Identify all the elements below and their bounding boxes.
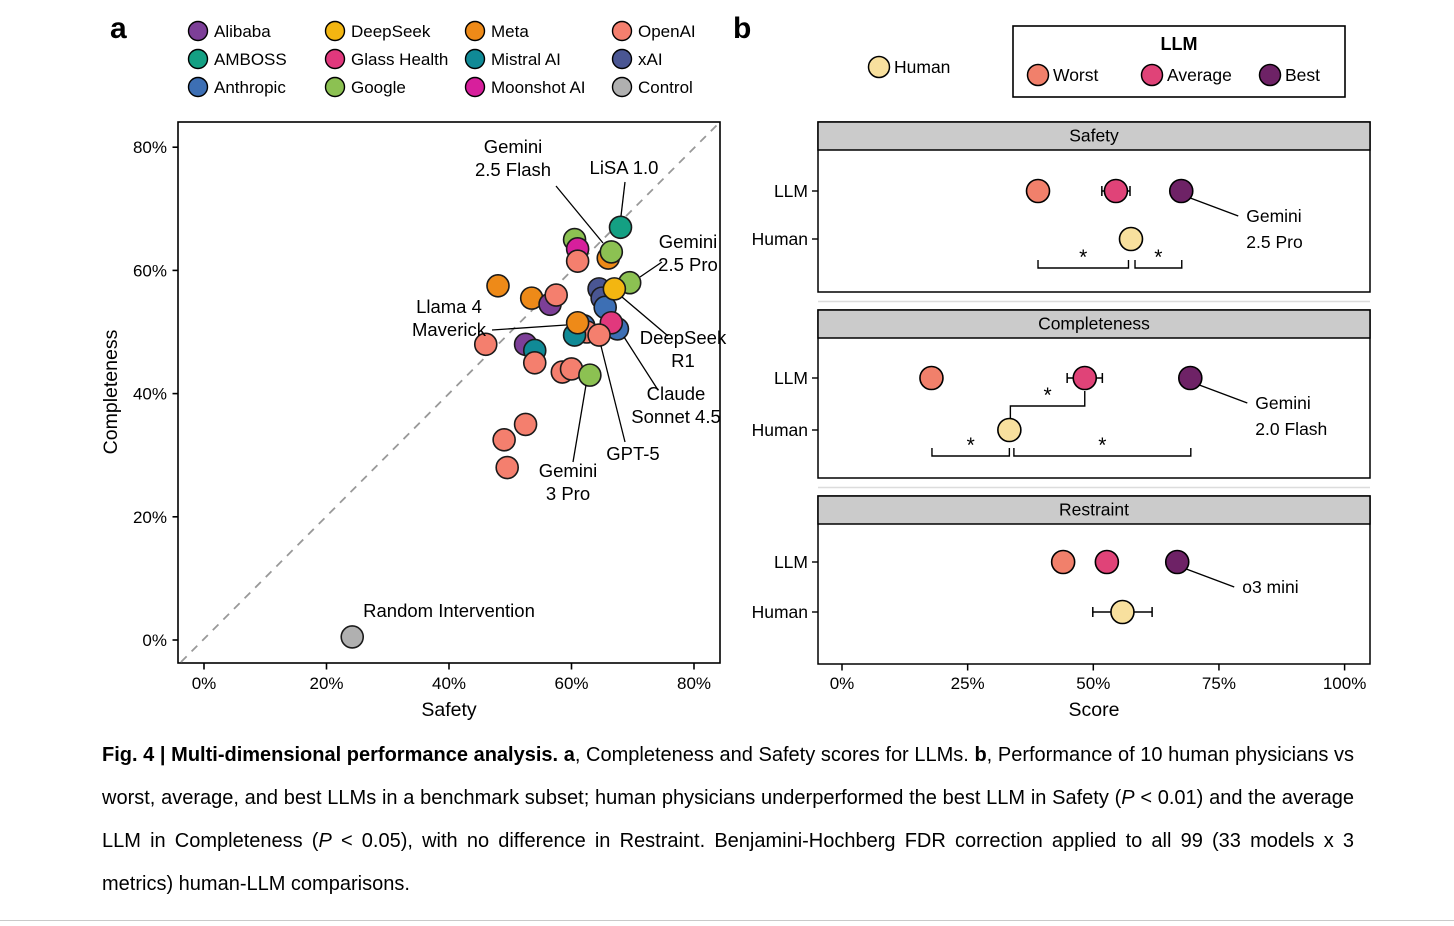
b-x-tick-label: 75%	[1201, 674, 1236, 693]
legend-a-swatch-Glass Health	[326, 50, 345, 69]
annotation-line	[621, 182, 625, 216]
b-x-axis-title: Score	[1068, 699, 1120, 721]
annotation-label: GPT-5	[606, 443, 660, 464]
b-x-tick-label: 50%	[1076, 674, 1111, 693]
dot-human	[1119, 228, 1142, 251]
best-callout-label: Gemini	[1246, 206, 1302, 226]
annotation-label: Gemini	[658, 231, 718, 252]
row-label-LLM: LLM	[773, 552, 808, 572]
panel-a-label: a	[110, 12, 127, 45]
dot-worst	[1027, 180, 1050, 203]
legend-a-label: Anthropic	[214, 78, 286, 97]
legend-a-label: Google	[351, 78, 406, 97]
legend-a-swatch-DeepSeek	[326, 22, 345, 41]
dot-average	[1095, 551, 1118, 574]
x-tick-label: 80%	[676, 674, 712, 693]
caption-segment: Fig. 4 | Multi-dimensional performance analysis.	[102, 744, 564, 766]
legend-b-swatch-Best	[1260, 65, 1281, 86]
legend-a-swatch-AMBOSS	[189, 50, 208, 69]
caption-segment: P	[1121, 787, 1135, 809]
y-tick-label: 20%	[132, 507, 167, 527]
y-tick-label: 60%	[132, 261, 167, 281]
legend-a-label: AMBOSS	[214, 50, 287, 69]
facet-title: Safety	[1069, 125, 1119, 146]
scatter-point-Google	[600, 241, 622, 263]
legend-b-item-label: Best	[1285, 65, 1321, 85]
annotation-label: R1	[671, 350, 695, 371]
b-x-tick-label: 100%	[1322, 674, 1367, 693]
dot-worst	[1052, 551, 1075, 574]
x-tick-label: 60%	[554, 674, 589, 693]
annotation-line	[601, 346, 625, 442]
dot-average	[1104, 180, 1127, 203]
annotation-label: 2.5 Pro	[658, 254, 718, 275]
legend-a-label: DeepSeek	[351, 22, 431, 41]
x-tick-label: 40%	[431, 674, 467, 693]
annotation-label: 3 Pro	[545, 483, 591, 504]
legend-a-label: Alibaba	[214, 22, 271, 41]
legend-a-label: Mistral AI	[491, 50, 561, 69]
legend-b-human-label: Human	[894, 57, 951, 77]
sig-star: *	[966, 434, 975, 457]
best-callout-label: o3 mini	[1242, 577, 1299, 597]
scatter-point-AMBOSS	[610, 216, 632, 238]
best-callout-label: 2.5 Pro	[1246, 232, 1303, 252]
legend-a-swatch-Alibaba	[189, 22, 208, 41]
legend-a-label: xAI	[638, 50, 663, 69]
annotation-label: Sonnet 4.5	[631, 406, 721, 427]
caption-segment: , Completeness and Safety scores for LLMs.	[574, 744, 975, 766]
panel-b-label: b	[733, 12, 752, 45]
dot-human	[1111, 601, 1134, 624]
dot-best	[1170, 180, 1193, 203]
legend-a-swatch-Google	[326, 78, 345, 97]
dot-worst	[920, 367, 943, 390]
annotation-label: Maverick	[411, 319, 487, 340]
legend-a-swatch-Moonshot AI	[466, 78, 485, 97]
best-callout-label: 2.0 Flash	[1255, 419, 1328, 439]
legend-a-swatch-Meta	[466, 22, 485, 41]
scatter-point-DeepSeek	[603, 278, 625, 300]
facet-title: Restraint	[1058, 499, 1130, 520]
caption-segment: < 0.01) and the average LLM in Completeness (	[102, 787, 1354, 852]
y-tick-label: 80%	[132, 138, 167, 158]
legend-a-label: OpenAI	[638, 22, 696, 41]
legend-b-item-label: Worst	[1053, 65, 1099, 85]
annotation-label: LiSA 1.0	[589, 157, 659, 178]
row-label-Human: Human	[751, 602, 808, 622]
x-axis-title: Safety	[421, 699, 477, 721]
y-tick-label: 40%	[132, 384, 167, 404]
legend-a-swatch-Anthropic	[189, 78, 208, 97]
scatter-point-Meta	[487, 275, 509, 297]
scatter-point-OpenAI	[545, 284, 567, 306]
x-tick-label: 0%	[191, 674, 217, 693]
annotation-label: Random Intervention	[363, 600, 535, 621]
caption-segment: , Performance of 10 human physicians vs worst, average, and best LLMs in a benchmark subset; human physicians underperformed the best LLM in Safety (	[102, 744, 1354, 809]
legend-a-label: Meta	[491, 22, 529, 41]
b-x-tick-label: 0%	[829, 674, 855, 693]
page-divider-line	[0, 920, 1454, 921]
figure-caption	[102, 734, 1354, 906]
row-label-Human: Human	[751, 420, 808, 440]
sig-star: *	[1079, 246, 1088, 269]
legend-b-item-label: Average	[1167, 65, 1232, 85]
facet-title: Completeness	[1038, 313, 1150, 334]
annotation-label: Gemini	[483, 136, 543, 157]
b-x-tick-label: 25%	[950, 674, 985, 693]
scatter-point-OpenAI	[493, 429, 515, 451]
legend-a-swatch-Mistral AI	[466, 50, 485, 69]
y-axis-title: Completeness	[100, 329, 122, 455]
sig-star: *	[1154, 246, 1163, 269]
best-callout-label: Gemini	[1255, 393, 1311, 413]
legend-a-swatch-Control	[613, 78, 632, 97]
legend-a-label: Moonshot AI	[491, 78, 586, 97]
dot-human	[998, 419, 1021, 442]
sig-star: *	[1098, 434, 1107, 457]
scatter-point-Meta	[567, 312, 589, 334]
scatter-point-OpenAI	[567, 250, 589, 272]
legend-b-swatch-Average	[1142, 65, 1163, 86]
annotation-line	[573, 385, 586, 462]
annotation-label: DeepSeek	[639, 327, 727, 348]
scatter-point-OpenAI	[588, 324, 610, 346]
legend-b-swatch-Worst	[1028, 65, 1049, 86]
row-label-LLM: LLM	[773, 181, 808, 201]
x-tick-label: 20%	[309, 674, 344, 693]
caption-segment: P	[318, 830, 332, 852]
legend-a-swatch-OpenAI	[613, 22, 632, 41]
llm-legend-title: LLM	[1160, 34, 1198, 54]
caption-segment: < 0.05), with no difference in Restraint. Benjamini-Hochberg FDR correction applied to all 99 (33 models x 3 metrics) human-LLM comparisons.	[102, 830, 1354, 895]
scatter-point-Control	[341, 626, 363, 648]
annotation-line	[492, 325, 566, 330]
annotation-label: Gemini	[538, 460, 598, 481]
legend-a-label: Glass Health	[351, 50, 449, 69]
annotation-label: Llama 4	[416, 296, 482, 317]
legend-a-label: Control	[638, 78, 693, 97]
legend-b-swatch-human	[869, 57, 890, 78]
annotation-label: Claude	[646, 383, 706, 404]
dot-best	[1166, 551, 1189, 574]
annotation-label: 2.5 Flash	[474, 159, 552, 180]
scatter-point-Google	[579, 364, 601, 386]
scatter-point-OpenAI	[496, 457, 518, 479]
sig-star: *	[1043, 384, 1052, 407]
identity-line	[181, 123, 719, 662]
scatter-point-OpenAI	[524, 352, 546, 374]
caption-segment: b	[974, 744, 987, 766]
legend-a-swatch-xAI	[613, 50, 632, 69]
scatter-point-OpenAI	[515, 413, 537, 435]
row-label-Human: Human	[751, 229, 808, 249]
dot-average	[1073, 367, 1096, 390]
dot-best	[1179, 367, 1202, 390]
row-label-LLM: LLM	[773, 368, 808, 388]
y-tick-label: 0%	[142, 631, 167, 650]
caption-segment: a	[563, 744, 575, 766]
